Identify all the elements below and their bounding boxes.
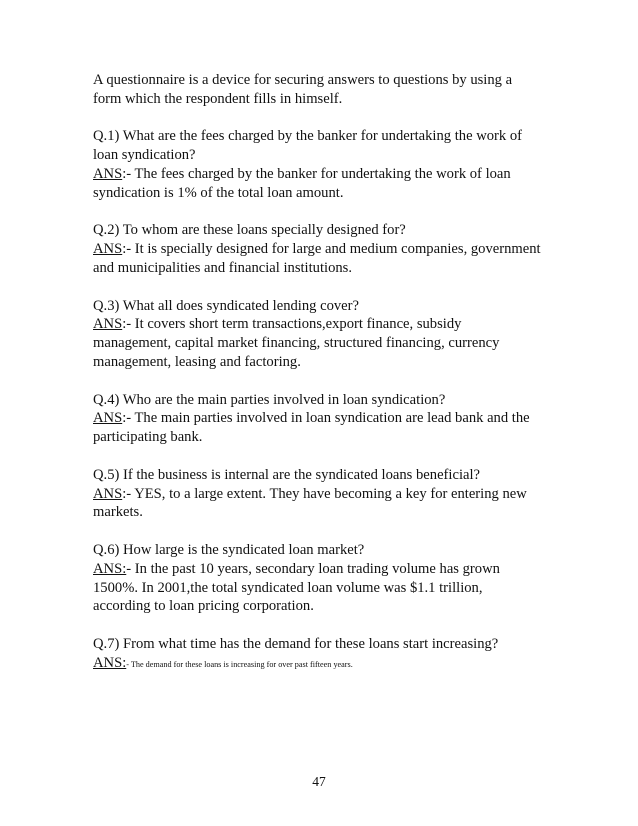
answer-text: :- The fees charged by the banker for undertaking the work of loan [122,165,511,182]
intro-line: A questionnaire is a device for securing answers to questions by using a [93,72,513,88]
ans-label: ANS [93,165,123,182]
answer-line: management, leasing and factoring. [93,353,301,370]
question-line: Q.3) What all does syndicated lending cover? [93,297,359,314]
question-line: loan syndication? [93,147,196,164]
answer-line: syndication is 1% of the total loan amount. [93,184,344,201]
answer-text: :- YES, to a large extent. They have becoming a key for entering new [122,485,527,502]
intro-paragraph [93,71,553,109]
question-line: Q.2) To whom are these loans specially designed for? [93,222,406,239]
ans-label: ANS [93,241,123,258]
answer-text: :- It covers short term transactions,export finance, subsidy [122,316,462,333]
qa-block-6 [93,541,553,616]
qa-block-2 [93,221,553,277]
question-line: Q.6) How large is the syndicated loan market? [93,541,365,558]
ans-label: ANS [93,316,123,333]
answer-line [93,240,553,259]
answer-line [93,409,553,428]
qa-block-4 [93,391,553,447]
qa-block-7 [93,635,553,675]
qa-block-1 [93,127,553,202]
answer-line: markets. [93,504,143,521]
answer-line: participating bank. [93,429,203,446]
answer-line: according to loan pricing corporation. [93,598,314,615]
question-line: Q.7) From what time has the demand for these loans start increasing? [93,635,499,652]
answer-line [93,315,553,334]
ans-label: ANS [93,410,123,427]
answer-line [93,560,553,579]
question-line: Q.1) What are the fees charged by the banker for undertaking the work of [93,128,522,145]
intro-line: form which the respondent fills in himself. [93,90,343,107]
question-line: Q.5) If the business is internal are the syndicated loans beneficial? [93,466,481,483]
answer-text: :- The main parties involved in loan syndication are lead bank and the [122,410,530,427]
qa-block-5 [93,466,553,522]
ans-label: ANS: [93,654,127,671]
ans-label: ANS: [93,560,127,577]
answer-line: 1500%. In 2001,the total syndicated loan volume was $1.1 trillion, [93,579,483,596]
answer-line [93,165,553,184]
question-line: Q.4) Who are the main parties involved in loan syndication? [93,391,446,408]
answer-line: management, capital market financing, structured financing, currency [93,335,500,352]
ans-label: ANS [93,485,123,502]
answer-text: - In the past 10 years, secondary loan trading volume has grown [126,560,500,577]
answer-text-small: - The demand for these loans is increasing for over past fifteen years. [126,659,353,669]
answer-line: and municipalities and financial institutions. [93,259,352,276]
page-content [93,71,553,693]
answer-line [93,654,553,675]
page-number: 47 [312,774,326,789]
qa-block-3 [93,297,553,372]
answer-line [93,485,553,504]
answer-text: :- It is specially designed for large and medium companies, government [122,241,541,258]
